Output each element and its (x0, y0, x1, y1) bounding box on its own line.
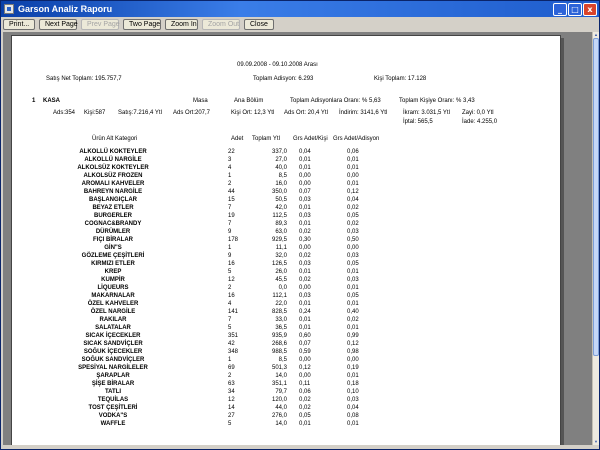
toplam-value: 45,5 (275, 277, 287, 283)
category-name: TEQUİLAS (97, 397, 129, 403)
col-header-adet: Adet (231, 136, 244, 142)
grs-kisi-value: 0,06 (299, 389, 311, 395)
adet-value: 22 (228, 149, 235, 155)
two-page-button[interactable]: Two Page (123, 19, 161, 30)
category-name: SALATALAR (95, 325, 131, 331)
table-row (12, 300, 562, 308)
section-indirim: İndirim: 3141,6 Ytl (339, 110, 388, 116)
adet-value: 27 (228, 413, 235, 419)
toplam-value: 0,0 (278, 285, 287, 291)
grs-adisyon-value: 0,01 (347, 181, 359, 187)
section-zayi: Zayi: 0,0 Ytl (462, 110, 494, 116)
table-row (12, 172, 562, 180)
adet-value: 63 (228, 381, 235, 387)
grs-kisi-value: 0,03 (299, 197, 311, 203)
adet-value: 141 (228, 309, 239, 315)
toplam-value: 79,7 (275, 389, 287, 395)
category-name: ALKOLSÜZ FROZEN (83, 173, 143, 179)
table-row (12, 276, 562, 284)
toplam-value: 126,5 (271, 261, 287, 267)
category-name: RAKILAR (99, 317, 127, 323)
table-row (12, 316, 562, 324)
table-row (12, 356, 562, 364)
adet-value: 2 (228, 181, 232, 187)
grs-adisyon-value: 0,40 (347, 309, 359, 315)
toplam-value: 40,0 (275, 165, 287, 171)
category-name: SICAK SANDVİÇLER (83, 341, 143, 347)
col-header-grs-kisi: Grs Adet/Kişi (293, 136, 328, 142)
toplam-value: 42,0 (275, 205, 287, 211)
col-header-category: Ürün Alt Kategori (92, 136, 138, 142)
toplam-value: 8,5 (278, 173, 287, 179)
table-row (12, 236, 562, 244)
section-satis: Satış:7.216,4 Ytl (118, 110, 162, 116)
grs-adisyon-value: 0,05 (347, 261, 359, 267)
grs-kisi-value: 0,00 (299, 357, 311, 363)
category-name: GİN"S (104, 245, 122, 251)
grs-kisi-value: 0,02 (299, 277, 311, 283)
grs-adisyon-value: 0,05 (347, 293, 359, 299)
category-name: ÖZEL NARGİLE (90, 309, 136, 315)
adet-value: 5 (228, 269, 232, 275)
grs-kisi-value: 0,01 (299, 165, 311, 171)
grs-adisyon-value: 0,04 (347, 405, 359, 411)
grs-adisyon-value: 0,98 (347, 349, 359, 355)
vertical-scrollbar[interactable] (592, 32, 599, 445)
adet-value: 44 (228, 189, 235, 195)
adet-value: 7 (228, 317, 232, 323)
toplam-value: 501,3 (271, 365, 287, 371)
table-row (12, 420, 562, 428)
grs-adisyon-value: 0,12 (347, 189, 359, 195)
table-row (12, 348, 562, 356)
adet-value: 7 (228, 221, 232, 227)
grs-adisyon-value: 0,10 (347, 389, 359, 395)
grs-kisi-value: 0,03 (299, 261, 311, 267)
print-button[interactable]: Print... (3, 19, 35, 30)
adet-value: 2 (228, 373, 232, 379)
prev-page-button[interactable]: Prev Page (81, 19, 119, 30)
grs-adisyon-value: 0,03 (347, 253, 359, 259)
close-window-button[interactable]: x (583, 3, 597, 16)
minimize-button[interactable]: _ (553, 3, 567, 16)
date-range: 09.09.2008 - 09.10.2008 Arası (237, 62, 318, 68)
category-name: LİQUEURS (97, 285, 129, 291)
category-name: TOST ÇEŞİTLERİ (88, 405, 138, 411)
scroll-thumb[interactable] (593, 38, 599, 356)
table-row (12, 380, 562, 388)
grs-kisi-value: 0,24 (299, 309, 311, 315)
adet-value: 5 (228, 325, 232, 331)
grs-adisyon-value: 0,08 (347, 413, 359, 419)
adet-value: 69 (228, 365, 235, 371)
table-row (12, 212, 562, 220)
grs-kisi-value: 0,00 (299, 173, 311, 179)
grs-kisi-value: 0,01 (299, 317, 311, 323)
grs-kisi-value: 0,02 (299, 405, 311, 411)
toplam-value: 16,0 (275, 181, 287, 187)
section-number: 1 (32, 98, 36, 104)
table-row (12, 324, 562, 332)
grs-adisyon-value: 0,01 (347, 373, 359, 379)
adet-value: 3 (228, 157, 232, 163)
grs-kisi-value: 0,01 (299, 269, 311, 275)
table-row (12, 260, 562, 268)
grs-adisyon-value: 0,03 (347, 397, 359, 403)
grs-adisyon-value: 0,02 (347, 221, 359, 227)
report-page (11, 35, 561, 445)
toplam-value: 8,5 (278, 357, 287, 363)
category-name: AROMALI KAHVELER (81, 181, 145, 187)
toplam-value: 44,0 (275, 405, 287, 411)
grs-kisi-value: 0,01 (299, 301, 311, 307)
grs-kisi-value: 0,59 (299, 349, 311, 355)
table-row (12, 396, 562, 404)
grs-adisyon-value: 0,01 (347, 165, 359, 171)
category-name: WAFFLE (100, 421, 126, 427)
toplam-value: 112,1 (272, 293, 287, 299)
section-ads-ort2: Ads Ort: 20,4 Ytl (284, 110, 328, 116)
adet-value: 12 (228, 277, 235, 283)
category-name: FIÇI BİRALAR (93, 237, 133, 243)
section-kisi: Kişi:587 (84, 110, 106, 116)
category-name: ÖZEL KAHVELER (87, 301, 139, 307)
zoom-out-button[interactable]: Zoom Out (202, 19, 240, 30)
adet-value: 1 (228, 245, 232, 251)
scroll-up-icon[interactable]: ▲ (594, 32, 598, 37)
table-row (12, 340, 562, 348)
grs-kisi-value: 0,00 (299, 373, 311, 379)
grs-kisi-value: 0,01 (299, 325, 311, 331)
table-row (12, 188, 562, 196)
grs-adisyon-value: 0,01 (347, 269, 359, 275)
grs-adisyon-value: 0,19 (347, 365, 359, 371)
category-name: BAŞLANGIÇLAR (89, 197, 137, 203)
zoom-in-button[interactable]: Zoom In (165, 19, 198, 30)
table-row (12, 204, 562, 212)
grs-adisyon-value: 0,03 (347, 229, 359, 235)
table-row (12, 364, 562, 372)
toplam-value: 988,5 (271, 349, 287, 355)
toplam-value: 14,0 (275, 373, 287, 379)
toplam-value: 22,0 (275, 301, 287, 307)
grs-adisyon-value: 0,02 (347, 317, 359, 323)
toplam-value: 828,5 (271, 309, 287, 315)
toolbar (3, 18, 598, 31)
grs-kisi-value: 0,05 (299, 413, 311, 419)
adet-value: 42 (228, 341, 235, 347)
adet-value: 348 (228, 349, 239, 355)
grs-adisyon-value: 0,01 (347, 285, 359, 291)
category-name: SOĞUK İÇECEKLER (83, 349, 143, 355)
next-page-button[interactable]: Next Page (39, 19, 77, 30)
grs-adisyon-value: 0,01 (347, 301, 359, 307)
grs-kisi-value: 0,00 (299, 245, 311, 251)
section-iptal: İptal: 565,5 (403, 119, 433, 125)
grs-kisi-value: 0,03 (299, 293, 311, 299)
category-name: KIRMIZI ETLER (91, 261, 135, 267)
section-bolum: Ana Bölüm (234, 98, 264, 104)
table-row (12, 388, 562, 396)
toplam-value: 350,0 (271, 189, 287, 195)
toplam-value: 120,0 (271, 397, 287, 403)
app-icon (4, 4, 14, 14)
category-name: DÜRÜMLER (95, 229, 131, 235)
table-row (12, 220, 562, 228)
toplam-value: 32,0 (275, 253, 287, 259)
category-name: SPESİYAL NARGİLELER (78, 365, 148, 371)
toplam-value: 268,6 (271, 341, 287, 347)
category-name: GÖZLEME ÇEŞİTLERİ (81, 253, 145, 259)
toplam-value: 112,5 (272, 213, 287, 219)
grs-kisi-value: 0,02 (299, 229, 311, 235)
adet-value: 16 (228, 261, 235, 267)
category-name: VODKA"S (98, 413, 128, 419)
category-name: KREP (104, 269, 122, 275)
maximize-button[interactable]: □ (568, 3, 582, 16)
adet-value: 1 (228, 173, 232, 179)
category-table (12, 148, 562, 428)
close-button[interactable]: Close (244, 19, 274, 30)
table-row (12, 284, 562, 292)
category-name: ALKOLLÜ KOKTEYLER (79, 149, 147, 155)
toplam-value: 929,5 (271, 237, 287, 243)
adet-value: 19 (228, 213, 235, 219)
toplam-value: 63,0 (275, 229, 287, 235)
grs-kisi-value: 0,00 (299, 285, 311, 291)
grs-kisi-value: 0,01 (299, 221, 311, 227)
title-bar[interactable] (1, 1, 599, 17)
grs-kisi-value: 0,11 (299, 381, 311, 387)
grs-kisi-value: 0,03 (299, 213, 311, 219)
toplam-value: 14,0 (275, 421, 287, 427)
grs-adisyon-value: 0,50 (347, 237, 359, 243)
table-row (12, 292, 562, 300)
grs-adisyon-value: 0,00 (347, 357, 359, 363)
grs-kisi-value: 0,01 (299, 205, 311, 211)
section-ads-ort: Ads Ort:207,7 (173, 110, 211, 116)
table-row (12, 252, 562, 260)
grs-adisyon-value: 0,03 (347, 277, 359, 283)
category-name: COGNAC&BRANDY (84, 221, 142, 227)
summary-satis: Satış Net Toplam: 195.757,7 (46, 76, 122, 82)
grs-adisyon-value: 0,06 (347, 149, 359, 155)
grs-adisyon-value: 0,18 (347, 381, 359, 387)
adet-value: 9 (228, 229, 232, 235)
adet-value: 351 (228, 333, 239, 339)
table-row (12, 332, 562, 340)
section-adisyon-oran: Toplam Adisyonlara Oranı: % 5,63 (290, 98, 381, 104)
table-row (12, 308, 562, 316)
category-name: SICAK İÇECEKLER (85, 333, 141, 339)
table-row (12, 244, 562, 252)
toplam-value: 33,0 (275, 317, 287, 323)
table-row (12, 268, 562, 276)
col-header-grs-adisyon: Grs Adet/Adisyon (333, 136, 380, 142)
adet-value: 14 (228, 405, 235, 411)
toplam-value: 935,9 (271, 333, 287, 339)
grs-adisyon-value: 0,04 (347, 197, 359, 203)
col-header-toplam: Toplam Ytl (252, 136, 280, 142)
grs-kisi-value: 0,07 (299, 341, 311, 347)
summary-adisyon: Toplam Adisyon: 6.293 (253, 76, 314, 82)
adet-value: 2 (228, 285, 232, 291)
adet-value: 4 (228, 301, 232, 307)
grs-kisi-value: 0,04 (299, 149, 311, 155)
grs-adisyon-value: 0,02 (347, 205, 359, 211)
adet-value: 12 (228, 397, 235, 403)
window-title: Garson Analiz Raporu (18, 4, 113, 14)
category-name: BEYAZ ETLER (92, 205, 134, 211)
grs-adisyon-value: 0,01 (347, 421, 359, 427)
grs-adisyon-value: 0,12 (347, 341, 359, 347)
grs-kisi-value: 0,01 (299, 421, 311, 427)
summary-kisi: Kişi Toplam: 17.128 (374, 76, 427, 82)
grs-adisyon-value: 0,01 (347, 325, 359, 331)
table-row (12, 228, 562, 236)
toplam-value: 276,0 (271, 413, 287, 419)
category-name: BAHREYN NARGİLE (83, 189, 143, 195)
grs-adisyon-value: 0,01 (347, 157, 359, 163)
toplam-value: 27,0 (275, 157, 287, 163)
table-row (12, 156, 562, 164)
table-row (12, 180, 562, 188)
grs-kisi-value: 0,60 (299, 333, 311, 339)
table-row (12, 412, 562, 420)
grs-kisi-value: 0,30 (299, 237, 311, 243)
category-name: ŞİŞE BİRALAR (91, 381, 135, 387)
toplam-value: 351,1 (271, 381, 287, 387)
table-row (12, 164, 562, 172)
table-row (12, 196, 562, 204)
grs-kisi-value: 0,02 (299, 397, 311, 403)
toplam-value: 26,0 (275, 269, 287, 275)
scroll-down-icon[interactable]: ▼ (594, 439, 598, 444)
preview-viewport[interactable] (3, 32, 592, 445)
grs-adisyon-value: 0,05 (347, 213, 359, 219)
toplam-value: 337,0 (271, 149, 287, 155)
grs-adisyon-value: 0,00 (347, 173, 359, 179)
category-name: TATLI (104, 389, 122, 395)
grs-kisi-value: 0,01 (299, 157, 311, 163)
table-row (12, 372, 562, 380)
category-name: ŞARAPLAR (96, 373, 130, 379)
section-name: KASA (43, 98, 61, 104)
toplam-value: 11,1 (275, 245, 287, 251)
category-name: MAKARNALAR (91, 293, 135, 299)
adet-value: 9 (228, 253, 232, 259)
category-name: ALKOLSÜZ KOKTEYLER (77, 165, 149, 171)
grs-adisyon-value: 0,99 (347, 333, 359, 339)
section-kisi-oran: Toplam Kişiye Oranı: % 3,43 (399, 98, 475, 104)
category-name: BURGERLER (93, 213, 132, 219)
grs-adisyon-value: 0,00 (347, 245, 359, 251)
adet-value: 15 (228, 197, 235, 203)
table-row (12, 404, 562, 412)
section-iade: İade: 4.255,0 (462, 119, 498, 125)
toplam-value: 50,5 (275, 197, 287, 203)
section-ads: Ads:354 (53, 110, 76, 116)
category-name: ALKOLLÜ NARGİLE (84, 157, 142, 163)
adet-value: 4 (228, 165, 232, 171)
category-name: KUMPİR (101, 277, 125, 283)
adet-value: 16 (228, 293, 235, 299)
toplam-value: 36,5 (275, 325, 287, 331)
toplam-value: 89,3 (275, 221, 287, 227)
adet-value: 178 (228, 237, 239, 243)
section-kisi-ort: Kişi Ort: 12,3 Ytl (231, 110, 275, 116)
adet-value: 5 (228, 421, 232, 427)
grs-kisi-value: 0,12 (299, 365, 311, 371)
table-row (12, 148, 562, 156)
grs-kisi-value: 0,07 (299, 189, 311, 195)
category-name: SOĞUK SANDVİÇLER (81, 357, 145, 363)
adet-value: 1 (228, 357, 232, 363)
grs-kisi-value: 0,02 (299, 253, 311, 259)
section-masa: Masa (193, 98, 208, 104)
adet-value: 34 (228, 389, 235, 395)
grs-kisi-value: 0,00 (299, 181, 311, 187)
section-ikram: İkram: 3.031,5 Ytl (403, 110, 450, 116)
adet-value: 7 (228, 205, 232, 211)
